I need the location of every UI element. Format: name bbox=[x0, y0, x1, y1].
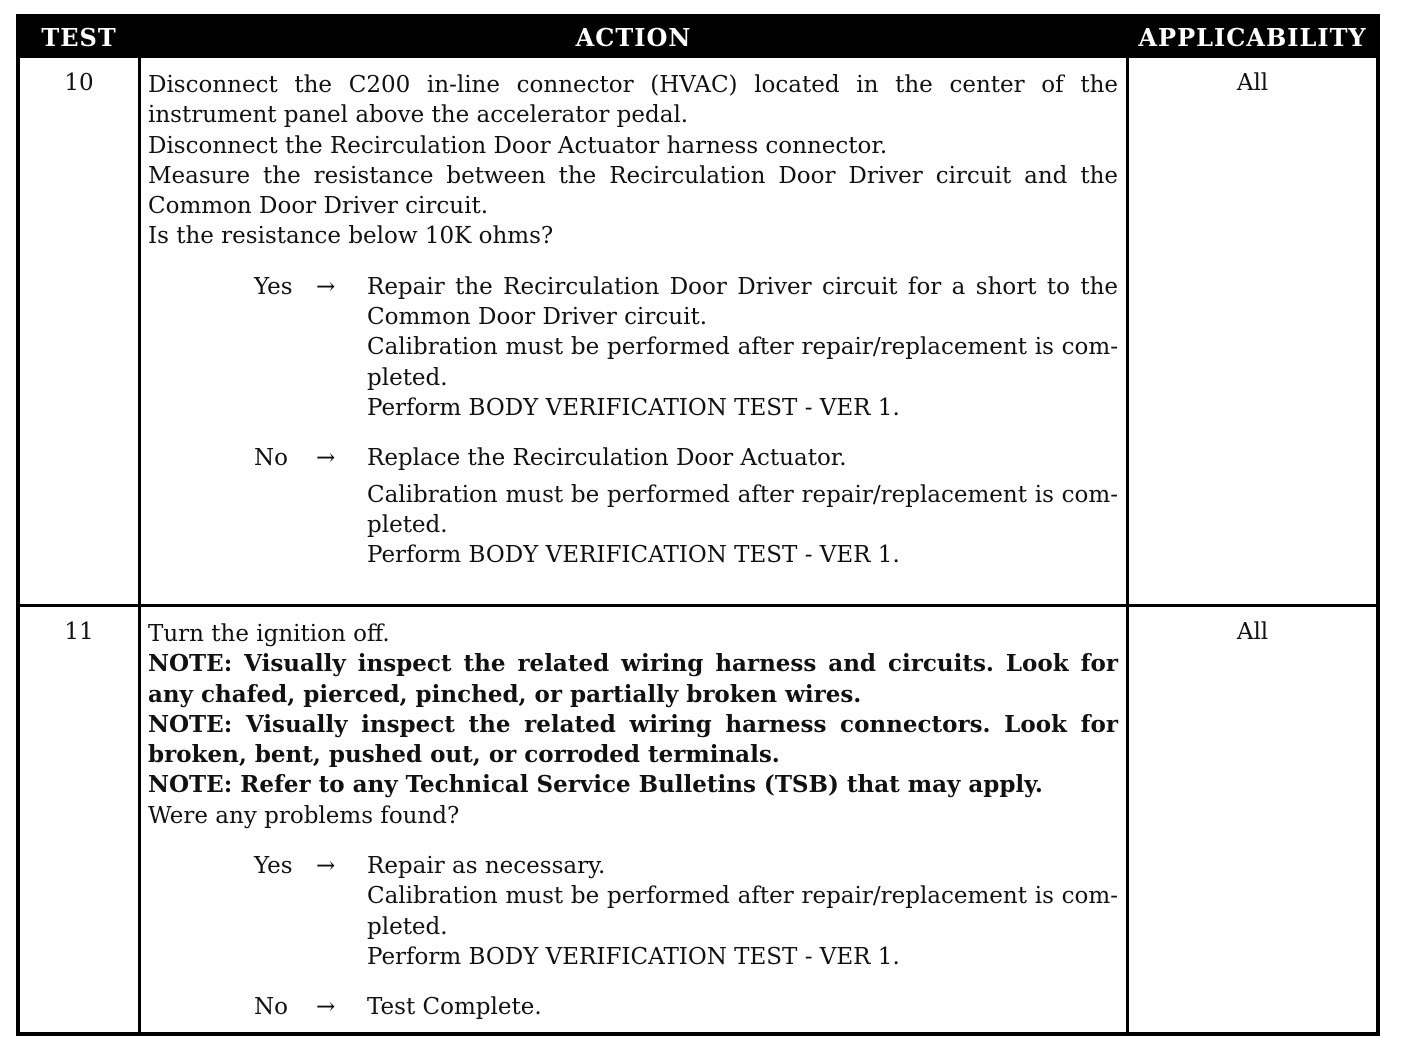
response-line: Perform BODY VERIFICATION TEST - VER 1. bbox=[367, 542, 900, 569]
applicability-value: All bbox=[1236, 70, 1269, 96]
response-no bbox=[148, 992, 1118, 1022]
response-no bbox=[148, 443, 1118, 570]
note-line: NOTE: Visually inspect the related wiring harness and circuits. Look for any chafed, pierced, pinched, or partially broken wires. bbox=[148, 650, 1118, 708]
header-applicability: APPLICABILITY bbox=[1138, 23, 1367, 52]
test-number: 10 bbox=[64, 70, 94, 96]
response-line: Calibration must be performed after repair/replacement is com-pleted. bbox=[367, 334, 1118, 391]
response-line: Calibration must be performed after repair/replacement is com-pleted. bbox=[367, 883, 1118, 940]
note-line: NOTE: Refer to any Technical Service Bulletins (TSB) that may apply. bbox=[148, 771, 1043, 799]
response-label: No bbox=[254, 445, 288, 472]
test-number: 11 bbox=[64, 619, 94, 645]
action-line: Disconnect the Recirculation Door Actuator harness connector. bbox=[148, 132, 888, 159]
arrow-icon: → bbox=[316, 994, 336, 1021]
response-line: Perform BODY VERIFICATION TEST - VER 1. bbox=[367, 394, 900, 421]
arrow-icon: → bbox=[316, 273, 336, 300]
action-cell bbox=[148, 70, 1118, 570]
table-header bbox=[20, 18, 1376, 58]
action-line: Measure the resistance between the Recirculation Door Driver circuit and the Common Door Driver circuit. bbox=[148, 162, 1118, 220]
header-action: ACTION bbox=[575, 23, 692, 52]
column-divider bbox=[1126, 58, 1129, 1032]
response-line: Test Complete. bbox=[367, 994, 542, 1021]
header-test: TEST bbox=[41, 23, 117, 52]
action-line: Is the resistance below 10K ohms? bbox=[148, 223, 554, 250]
action-cell bbox=[148, 619, 1118, 1023]
response-label: Yes bbox=[254, 853, 293, 880]
response-line: Replace the Recirculation Door Actuator. bbox=[367, 445, 847, 472]
response-line: Repair as necessary. bbox=[367, 853, 606, 880]
response-label: No bbox=[254, 994, 288, 1021]
response-line: Calibration must be performed after repair/replacement is com-pleted. bbox=[367, 481, 1118, 538]
diagnostic-table bbox=[16, 14, 1380, 1036]
action-line: Were any problems found? bbox=[148, 802, 460, 829]
arrow-icon: → bbox=[316, 853, 336, 880]
row-divider bbox=[20, 604, 1376, 607]
column-divider bbox=[138, 58, 141, 1032]
response-line: Perform BODY VERIFICATION TEST - VER 1. bbox=[367, 943, 900, 970]
response-line: Repair the Recirculation Door Driver circuit for a short to the Common Door Driver circuit. bbox=[367, 273, 1118, 331]
arrow-icon: → bbox=[316, 445, 336, 472]
note-line: NOTE: Visually inspect the related wiring harness connectors. Look for broken, bent, pushed out, or corroded terminals. bbox=[148, 710, 1118, 769]
response-label: Yes bbox=[254, 273, 293, 300]
response-yes bbox=[148, 851, 1118, 972]
action-line: Turn the ignition off. bbox=[148, 621, 390, 647]
action-line: Disconnect the C200 in-line connector (HVAC) located in the center of the instrument panel above the accelerator pedal. bbox=[148, 72, 1118, 129]
applicability-value: All bbox=[1236, 619, 1269, 645]
response-yes bbox=[148, 272, 1118, 423]
